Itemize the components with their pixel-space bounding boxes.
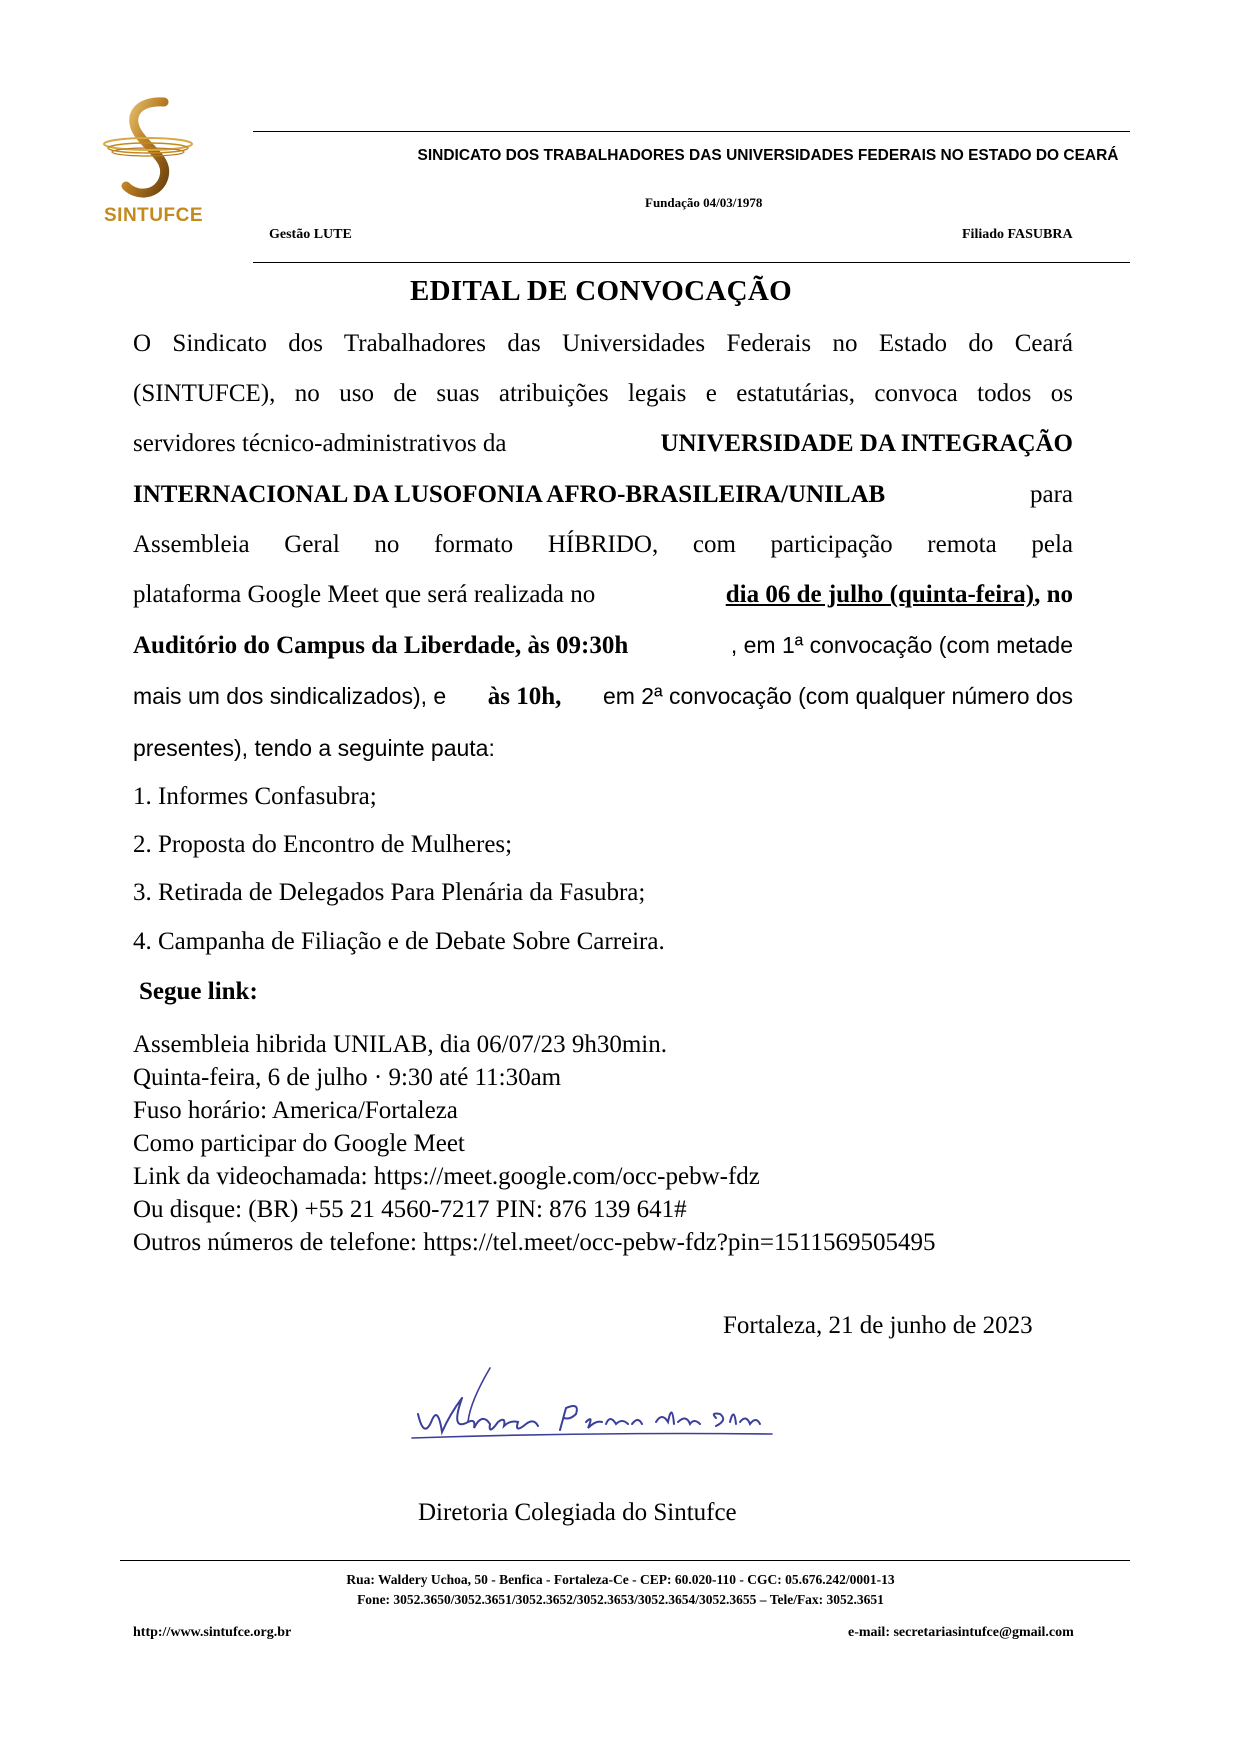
agenda-item: 2. Proposta do Encontro de Mulheres; bbox=[133, 831, 513, 858]
dial-in-number: Ou disque: (BR) +55 21 4560-7217 PIN: 876 139 641# bbox=[133, 1196, 687, 1223]
body-text: , em 1ª convocação (com metade bbox=[730, 632, 1073, 658]
agenda-item: 3. Retirada de Delegados Para Plenária da Fasubra; bbox=[133, 879, 646, 906]
logo-wordmark: SINTUFCE bbox=[104, 205, 203, 226]
website-link[interactable]: http://www.sintufce.org.br bbox=[133, 1625, 292, 1640]
segue-link-heading: Segue link: bbox=[139, 978, 258, 1005]
meeting-date: dia 06 de julho (quinta-feira) bbox=[725, 581, 1035, 608]
footer-address bbox=[0, 1570, 1241, 1610]
body-line bbox=[133, 581, 1073, 609]
footer-rule bbox=[120, 1560, 1130, 1561]
university-name: UNIVERSIDADE DA INTEGRAÇÃO bbox=[660, 430, 1073, 457]
header-top-rule bbox=[253, 131, 1130, 132]
filiado-label: Filiado FASUBRA bbox=[962, 227, 1073, 242]
body-text: mais um dos sindicalizados), e bbox=[133, 683, 447, 709]
body-text: para bbox=[1029, 481, 1073, 508]
board-name: Diretoria Colegiada do Sintufce bbox=[418, 1499, 737, 1526]
body-text: servidores técnico-administrativos da bbox=[133, 430, 507, 457]
document-title: EDITAL DE CONVOCAÇÃO bbox=[410, 275, 792, 307]
body-text: em 2ª convocação (com qualquer número dos bbox=[602, 683, 1073, 709]
body-line bbox=[133, 430, 1073, 458]
gestao-label: Gestão LUTE bbox=[269, 227, 352, 242]
agenda-item: 1. Informes Confasubra; bbox=[133, 783, 377, 810]
body-line: Assembleia Geral no formato HÍBRIDO, com participação remota pela bbox=[133, 531, 1073, 558]
agenda-item: 4. Campanha de Filiação e de Debate Sobre Carreira. bbox=[133, 928, 665, 955]
body-line bbox=[133, 481, 1073, 509]
other-phones-link[interactable]: Outros números de telefone: https://tel.meet/occ-pebw-fdz?pin=1511569505495 bbox=[133, 1229, 936, 1256]
email-address[interactable]: e-mail: secretariasintufce@gmail.com bbox=[848, 1625, 1074, 1640]
foundation-date: Fundação 04/03/1978 bbox=[645, 195, 763, 210]
union-name: SINDICATO DOS TRABALHADORES DAS UNIVERSIDADES FEDERAIS NO ESTADO DO CEARÁ bbox=[417, 147, 1119, 164]
second-call-time: às 10h, bbox=[487, 683, 562, 710]
university-name: INTERNACIONAL DA LUSOFONIA AFRO-BRASILEIRA/UNILAB bbox=[133, 481, 886, 508]
body-line: presentes), tendo a seguinte pauta: bbox=[133, 735, 495, 761]
body-line: O Sindicato dos Trabalhadores das Universidades Federais no Estado do Ceará bbox=[133, 330, 1073, 357]
link-block-line: Quinta-feira, 6 de julho · 9:30 até 11:30am bbox=[133, 1064, 562, 1091]
link-block-line: Assembleia hibrida UNILAB, dia 06/07/23 9h30min. bbox=[133, 1031, 667, 1058]
link-block-line: Fuso horário: America/Fortaleza bbox=[133, 1097, 458, 1124]
link-block-line: Como participar do Google Meet bbox=[133, 1130, 465, 1157]
meeting-location: Auditório do Campus da Liberdade, às 09:30h bbox=[133, 632, 629, 659]
videocall-link[interactable]: Link da videochamada: https://meet.google.com/occ-pebw-fdz bbox=[133, 1163, 760, 1190]
body-line bbox=[133, 632, 1073, 660]
body-line: (SINTUFCE), no uso de suas atribuições legais e estatutárias, convoca todos os bbox=[133, 380, 1073, 407]
header-bottom-rule bbox=[253, 262, 1130, 263]
body-text: plataforma Google Meet que será realizada no bbox=[133, 581, 596, 608]
body-text: , no bbox=[1034, 581, 1073, 608]
body-line bbox=[133, 683, 1073, 711]
phones-line: Fone: 3052.3650/3052.3651/3052.3652/3052.3653/3052.3654/3052.3655 – Tele/Fax: 3052.3651 bbox=[357, 1592, 884, 1607]
date-line: Fortaleza, 21 de junho de 2023 bbox=[723, 1312, 1033, 1339]
handwritten-signature bbox=[410, 1362, 780, 1447]
address-line: Rua: Waldery Uchoa, 50 - Benfica - Fortaleza-Ce - CEP: 60.020-110 - CGC: 05.676.242/0001-13 bbox=[346, 1572, 895, 1587]
